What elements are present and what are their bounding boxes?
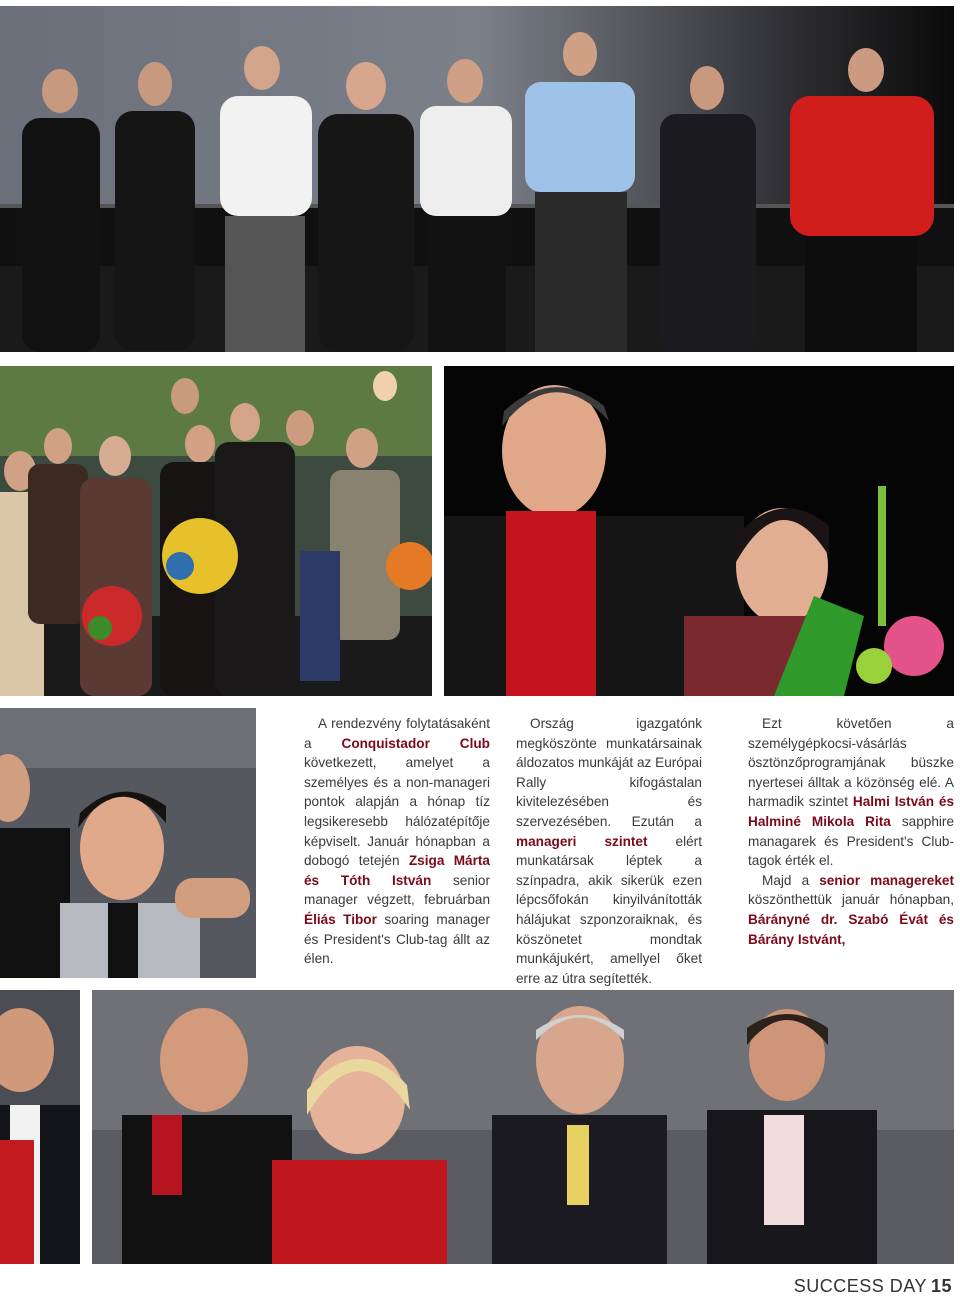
text-run: következett, amelyet a személyes és a non-manageri pontok alapján a hónap tíz legsikeresebb hálózatépítője képviselt. Január hónapban a dobogó tetején	[304, 755, 490, 869]
photo-group-bouquets	[0, 366, 432, 696]
text-column-1	[304, 714, 490, 969]
highlight-conquistador-club: Conquistador Club	[341, 735, 490, 751]
page-number: 15	[930, 1276, 952, 1296]
photo-man-partial	[0, 990, 80, 1264]
photo-four-people	[92, 990, 954, 1264]
photo-man-smiling	[0, 708, 256, 978]
photo-stage-group	[0, 6, 954, 352]
text-column-2	[516, 714, 702, 988]
page-footer	[794, 1276, 952, 1297]
highlight-halmi: Halmi István és Halminé Mikola Rita	[748, 794, 955, 829]
paragraph-1	[304, 714, 490, 969]
text-run: soaring manager és President's Club-tag állt az élen.	[304, 911, 490, 967]
magazine-name: SUCCESS DAY	[793, 1276, 927, 1296]
text-column-3	[748, 714, 954, 949]
paragraph-3	[748, 714, 954, 871]
highlight-elias-tibor: Éliás Tibor	[304, 911, 377, 927]
highlight-senior-manager: senior managereket	[819, 872, 955, 888]
text-run: sapphire managarek és President's Club-tagok érték el.	[748, 813, 954, 869]
text-run: köszönthettük január hónapban,	[748, 892, 954, 908]
photo-couple-flowers	[444, 366, 954, 696]
text-run: A rendezvény folytatásaként a	[304, 716, 490, 751]
highlight-names: Zsiga Márta és Tóth István	[304, 853, 490, 888]
highlight-baranyne: Bárányné dr. Szabó Évát és Bárány Istvánt,	[748, 911, 954, 947]
text-run: Ország igazgatónk megköszönte munkatársainak áldozatos munkáját az Európai Rally kifogástalan kivitelezésében és szervezésében. Ezután a	[516, 716, 702, 829]
text-run: Ezt követően a személygépkocsi-vásárlás ösztönzőprogramjának büszke nyertesei álltak a közönség elé. A harmadik szintet	[748, 716, 954, 810]
text-run: senior manager végzett, februárban	[304, 872, 490, 908]
text-run: Majd a	[762, 872, 820, 888]
paragraph-2	[516, 714, 702, 988]
text-run: elért munkatársak léptek a színpadra, akik sikerük ezen lépcsőfokán kinyilvánították hálájukat szponzoraiknak, és köszönetet mondtak munkájukért, amellyel őket erre az útra segítették.	[516, 833, 702, 986]
paragraph-4	[748, 871, 954, 949]
highlight-manageri-szint: manageri szintet	[516, 833, 648, 849]
